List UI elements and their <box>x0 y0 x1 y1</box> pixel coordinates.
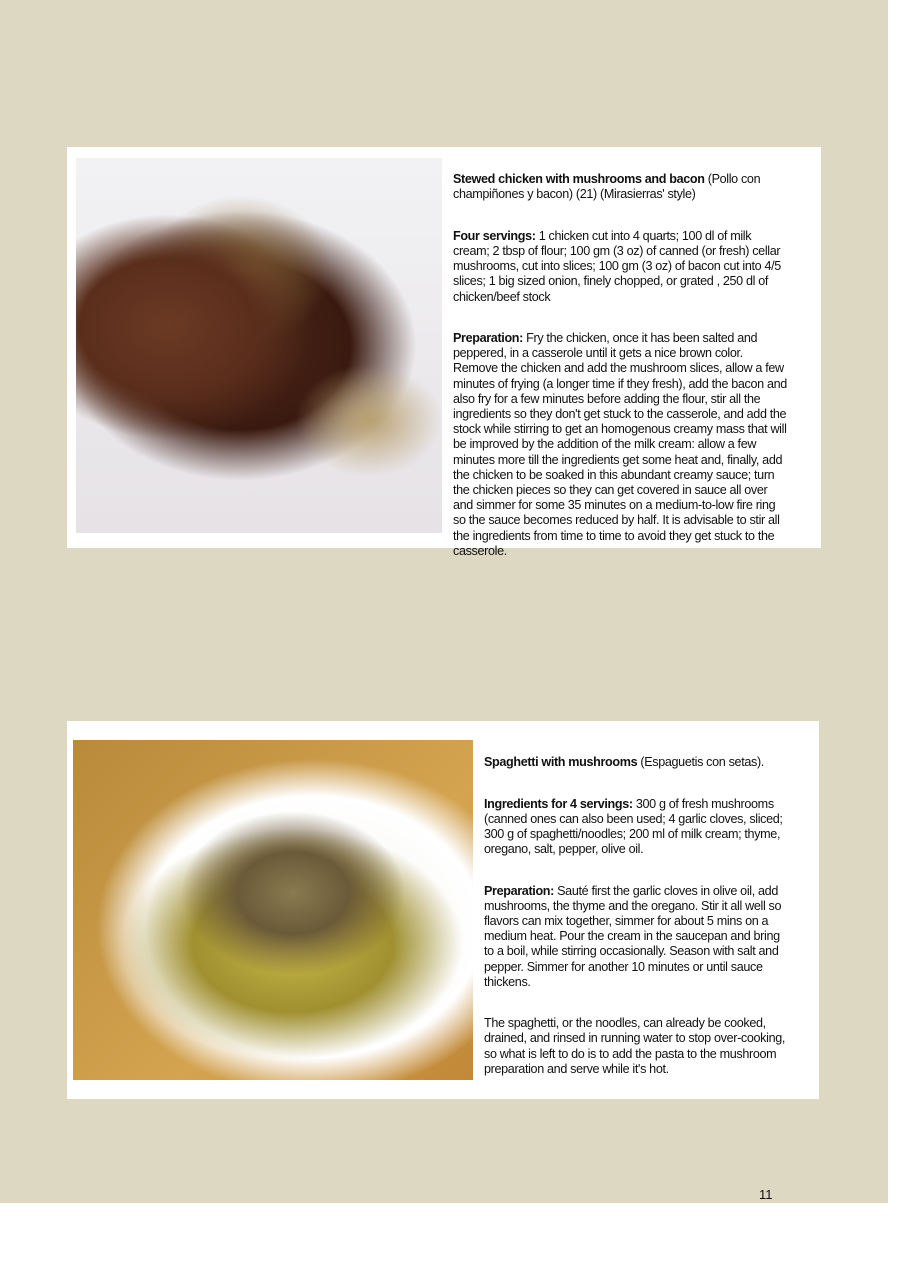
recipe-subtitle: (Espaguetis con setas). <box>637 755 764 770</box>
recipe-text <box>484 740 819 1103</box>
recipe-card-stewed-chicken <box>67 147 821 558</box>
stewed-chicken-photo <box>76 158 442 533</box>
page-number: 11 <box>759 1187 773 1202</box>
preparation-text: Fry the chicken, once it has been salted and peppered, in a casserole until it gets a nice brown color. Remove the chicken and add the mushroom slices, allow a few minutes of frying (a longer time if they fresh), add the bacon and also fry for a few minutes before adding the flour, stir all the ingredients so they don't get stuck to the casserole, and add the stock while stirring to get an homogenous creamy mass that will be improved by the addition of the milk cream: allow a few minutes more till the ingredients get some heat and, finally, add the chicken to be soaked in this abundant creamy sauce; turn the chicken pieces so they can get covered in sauce all over and simmer for some 35 minutes on a medium-to-low fire ring so the sauce becomes reduced by half. It is advisable to stir all the ingredients from time to time to avoid they get stuck to the casserole. <box>453 331 787 558</box>
ingredients-text: 1 chicken cut into 4 quarts; 100 dl of milk cream; 2 tbsp of flour; 100 gm (3 oz) of canned (or fresh) cellar mushrooms, cut into slices; 100 gm (3 oz) of bacon cut into 4/5 slices; 1 big sized onion, finely chopped, or grated , 250 dl of chicken/beef stock <box>453 228 781 304</box>
recipe-title: Spaghetti with mushrooms <box>484 755 638 770</box>
recipe-heading <box>484 755 819 770</box>
ingredients-label: Ingredients for 4 servings: <box>484 796 633 811</box>
preparation-paragraph <box>453 331 819 559</box>
recipe-subtitle: (Pollo con champiñones y bacon) (21) (Mirasierras' style) <box>453 172 761 202</box>
recipe-text <box>453 157 819 585</box>
preparation-paragraph <box>484 884 819 990</box>
recipe-title: Stewed chicken with mushrooms and bacon <box>453 172 705 187</box>
preparation-label: Preparation: <box>484 883 554 898</box>
recipe-heading <box>453 172 819 202</box>
ingredients-paragraph <box>453 229 819 305</box>
note-paragraph: The spaghetti, or the noodles, can already be cooked, drained, and rinsed in running water to stop over-cooking, so what is left to do is to add the pasta to the mushroom preparation and serve while it's hot. <box>484 1016 786 1076</box>
spaghetti-photo <box>73 740 473 1080</box>
ingredients-text: 300 g of fresh mushrooms (canned ones can also been used; 4 garlic cloves, sliced; 300 g of spaghetti/noodles; 200 ml of milk cream; thyme, oregano, salt, pepper, olive oil. <box>484 796 783 857</box>
preparation-label: Preparation: <box>453 331 523 346</box>
preparation-text: Sauté first the garlic cloves in olive oil, add mushrooms, the thyme and the oregano. Stir it all well so flavors can mix together, simmer for about 5 mins on a medium heat. Pour the cream in the saucepan and bring to a boil, while stirring occasionally. Season with salt and pepper. Simmer for another 10 minutes or until sauce thickens. <box>484 883 782 989</box>
recipe-card-spaghetti <box>67 721 819 1099</box>
ingredients-paragraph <box>484 797 819 858</box>
ingredients-label: Four servings: <box>453 228 536 243</box>
